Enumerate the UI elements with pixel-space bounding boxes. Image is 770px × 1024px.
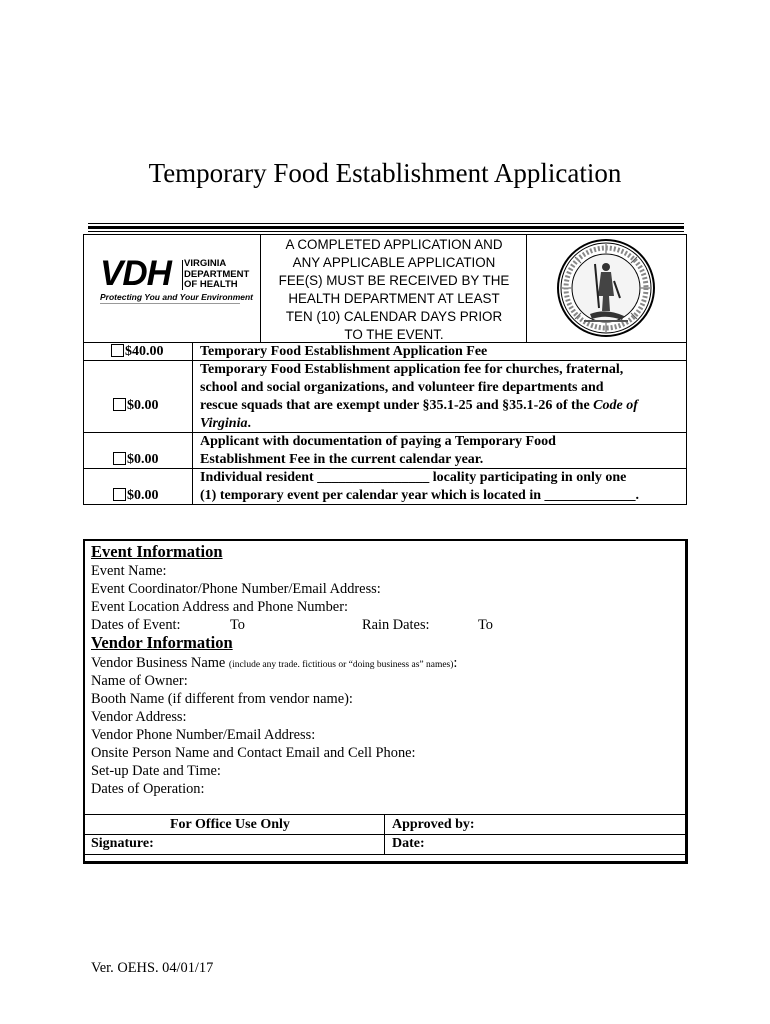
fee-description-line: Individual resident ________________ locality participating in only one <box>200 470 627 485</box>
header-rule <box>88 223 684 224</box>
office-use-label: For Office Use Only <box>170 817 290 832</box>
approved-by-field[interactable]: Approved by: <box>392 817 475 832</box>
fee-checkbox[interactable] <box>113 488 126 501</box>
event-info-heading: Event Information <box>91 542 223 561</box>
notice-line: TO THE EVENT. <box>344 327 444 342</box>
fee-description-line: Applicant with documentation of paying a Temporary Food <box>200 434 556 449</box>
fee-checkbox[interactable] <box>111 344 124 357</box>
owner-name-field[interactable]: Name of Owner: <box>91 673 188 689</box>
vdh-logo-department <box>184 259 249 291</box>
rain-dates-field[interactable]: Rain Dates: <box>362 617 430 633</box>
page-title: Temporary Food Establishment Application <box>148 158 622 188</box>
onsite-person-field[interactable]: Onsite Person Name and Contact Email and Cell Phone: <box>91 745 416 761</box>
vdh-dept-line: OF HEALTH <box>184 279 238 290</box>
fee-amount: $0.00 <box>127 398 159 413</box>
submission-notice <box>262 236 526 344</box>
rain-dates-to: To <box>478 617 493 633</box>
notice-line: TEN (10) CALENDAR DAYS PRIOR <box>285 309 503 324</box>
header-rule <box>88 231 684 232</box>
fee-option-exempt-org[interactable] <box>113 397 159 415</box>
fee-amount: $0.00 <box>127 452 159 467</box>
fee-option-paid[interactable] <box>113 451 159 469</box>
event-dates-field[interactable] <box>91 616 181 634</box>
vendor-phone-email-field[interactable]: Vendor Phone Number/Email Address: <box>91 727 316 743</box>
vdh-dept-line: VIRGINIA <box>184 258 227 269</box>
fee-description <box>200 469 639 505</box>
vendor-business-name-field[interactable]: Vendor Business Name (include any trade. fictitious or “doing business as” names): <box>91 655 458 671</box>
event-location-field[interactable]: Event Location Address and Phone Number: <box>91 599 348 615</box>
notice-line: ANY APPLICABLE APPLICATION <box>292 255 496 270</box>
fee-description-line: rescue squads that are exempt under §35.1-25 and §35.1-26 of the Code of <box>200 398 638 413</box>
fee-option-resident[interactable] <box>113 487 159 505</box>
setup-date-field[interactable]: Set-up Date and Time: <box>91 763 221 779</box>
fee-description <box>200 361 638 433</box>
vendor-address-field[interactable]: Vendor Address: <box>91 709 187 725</box>
signature-field[interactable]: Signature: <box>91 836 154 851</box>
fee-description-line: Temporary Food Establishment application fee for churches, fraternal, <box>200 362 624 377</box>
event-name-field[interactable]: Event Name: <box>91 563 167 579</box>
fee-description: Temporary Food Establishment Application Fee <box>200 344 488 359</box>
date-field[interactable]: Date: <box>392 836 425 851</box>
fee-description <box>200 433 556 469</box>
vendor-business-name-label: Vendor Business Name <box>91 655 226 671</box>
fee-amount: $0.00 <box>127 488 159 503</box>
fee-description-line: (1) temporary event per calendar year which is located in _____________. <box>200 488 640 503</box>
vdh-dept-line: DEPARTMENT <box>184 268 250 280</box>
vdh-logo <box>100 254 254 306</box>
booth-name-field[interactable]: Booth Name (if different from vendor name): <box>91 691 353 707</box>
vendor-business-name-note: (include any trade. fictitious or “doing business as” names) <box>228 660 454 670</box>
fee-description-line: Establishment Fee in the current calendar year. <box>200 452 484 467</box>
fee-description-line: school and social organizations, and volunteer fire departments and <box>200 380 604 395</box>
notice-line: FEE(S) MUST BE RECEIVED BY THE <box>278 273 510 288</box>
event-dates-to: To <box>230 617 245 633</box>
fee-checkbox[interactable] <box>113 398 126 411</box>
vendor-info-heading: Vendor Information <box>91 633 233 652</box>
version-label: Ver. OEHS. 04/01/17 <box>91 960 214 976</box>
fee-option-40[interactable] <box>111 343 164 361</box>
fee-amount: $40.00 <box>125 344 164 359</box>
operation-dates-field[interactable]: Dates of Operation: <box>91 781 205 797</box>
event-coordinator-field[interactable]: Event Coordinator/Phone Number/Email Address: <box>91 581 381 597</box>
virginia-state-seal-icon <box>554 236 658 340</box>
vdh-logo-tagline: Protecting You and Your Environment <box>100 292 254 302</box>
event-dates-label: Dates of Event: <box>91 617 181 633</box>
header-rule <box>88 226 684 229</box>
notice-line: HEALTH DEPARTMENT AT LEAST <box>288 291 500 306</box>
notice-line: A COMPLETED APPLICATION AND <box>285 237 503 252</box>
vdh-logo-letters: VDH <box>100 254 171 293</box>
fee-description-line: Virginia. <box>200 416 251 431</box>
fee-checkbox[interactable] <box>113 452 126 465</box>
